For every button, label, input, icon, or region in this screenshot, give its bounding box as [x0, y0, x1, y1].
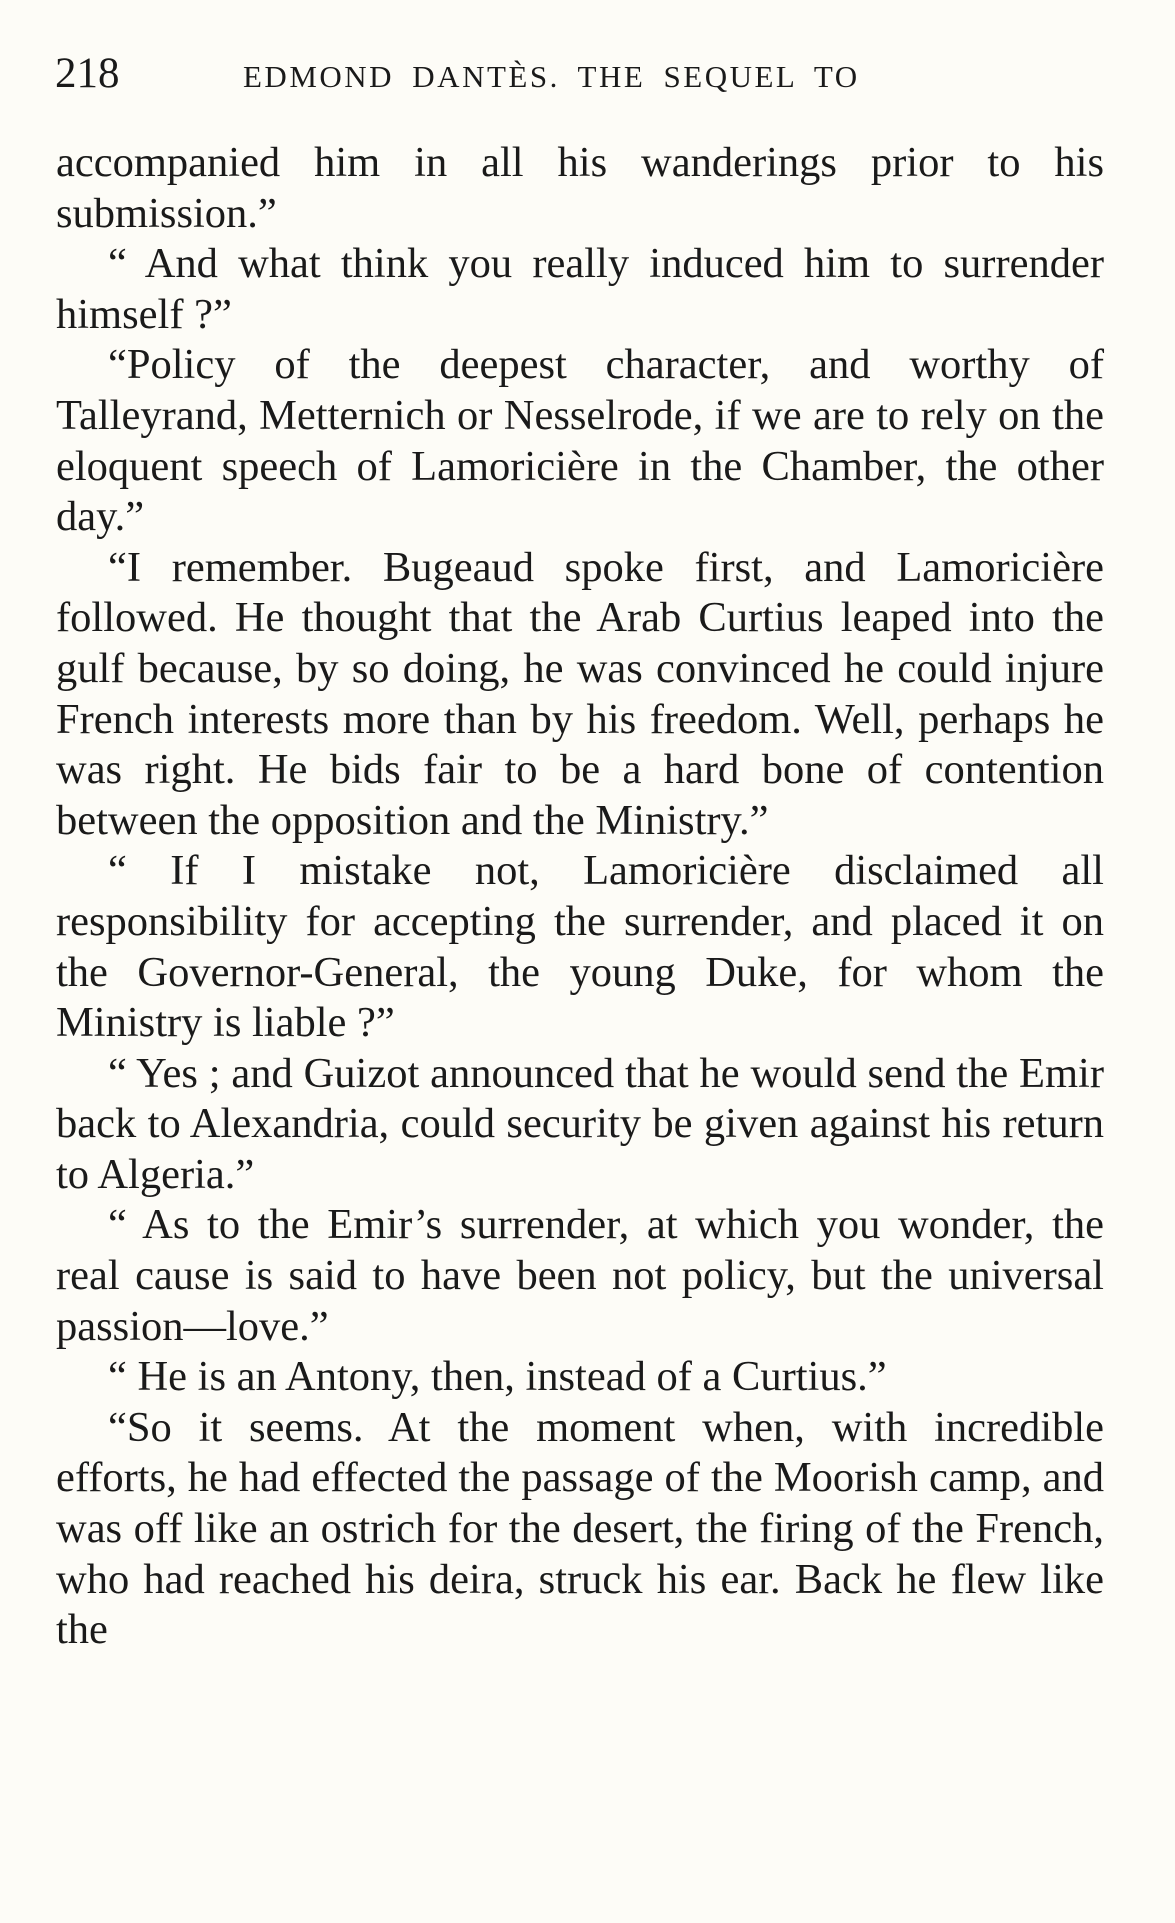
paragraph: “ As to the Emir’s surrender, at which you wonder, the real cause is said to have been not policy, but the universal passion—love.”	[56, 1201, 1104, 1350]
body-text	[56, 138, 1104, 1656]
paragraph: “So it seems. At the moment when, with incredible efforts, he had effected the passage of the Moorish camp, and was off like an ostrich for the desert, the firing of the French, who had reached his deira, struck his ear. Back he flew like the	[56, 1403, 1104, 1654]
running-title: EDMOND DANTÈS. THE SEQUEL TO	[243, 59, 860, 94]
paragraph: “ Yes ; and Guizot announced that he would send the Emir back to Alexandria, could security be given against his return to Algeria.”	[56, 1049, 1104, 1198]
running-head	[55, 44, 1115, 104]
paragraph: “Policy of the deepest character, and worthy of Talleyrand, Metternich or Nesselrode, if we are to rely on the eloquent speech of Lamoricière in the Chamber, the other day.”	[56, 341, 1104, 541]
page-number: 218	[55, 50, 120, 97]
paragraph: “ If I mistake not, Lamoricière disclaimed all responsibility for accepting the surrender, and placed it on the Governor-General, the young Duke, for whom the Ministry is liable ?”	[56, 847, 1104, 1047]
paragraph: “ He is an Antony, then, instead of a Curtius.”	[108, 1353, 887, 1401]
paragraph: “I remember. Bugeaud spoke first, and Lamoricière followed. He thought that the Arab Curtius leaped into the gulf because, by so doing, he was convinced he could injure French interests more than by his freedom. Well, perhaps he was right. He bids fair to be a hard bone of contention between the opposition and the Ministry.”	[56, 543, 1104, 844]
paragraph: accompanied him in all his wanderings prior to his submission.”	[56, 139, 1104, 237]
paragraph: “ And what think you really induced him to surrender himself ?”	[56, 240, 1104, 338]
